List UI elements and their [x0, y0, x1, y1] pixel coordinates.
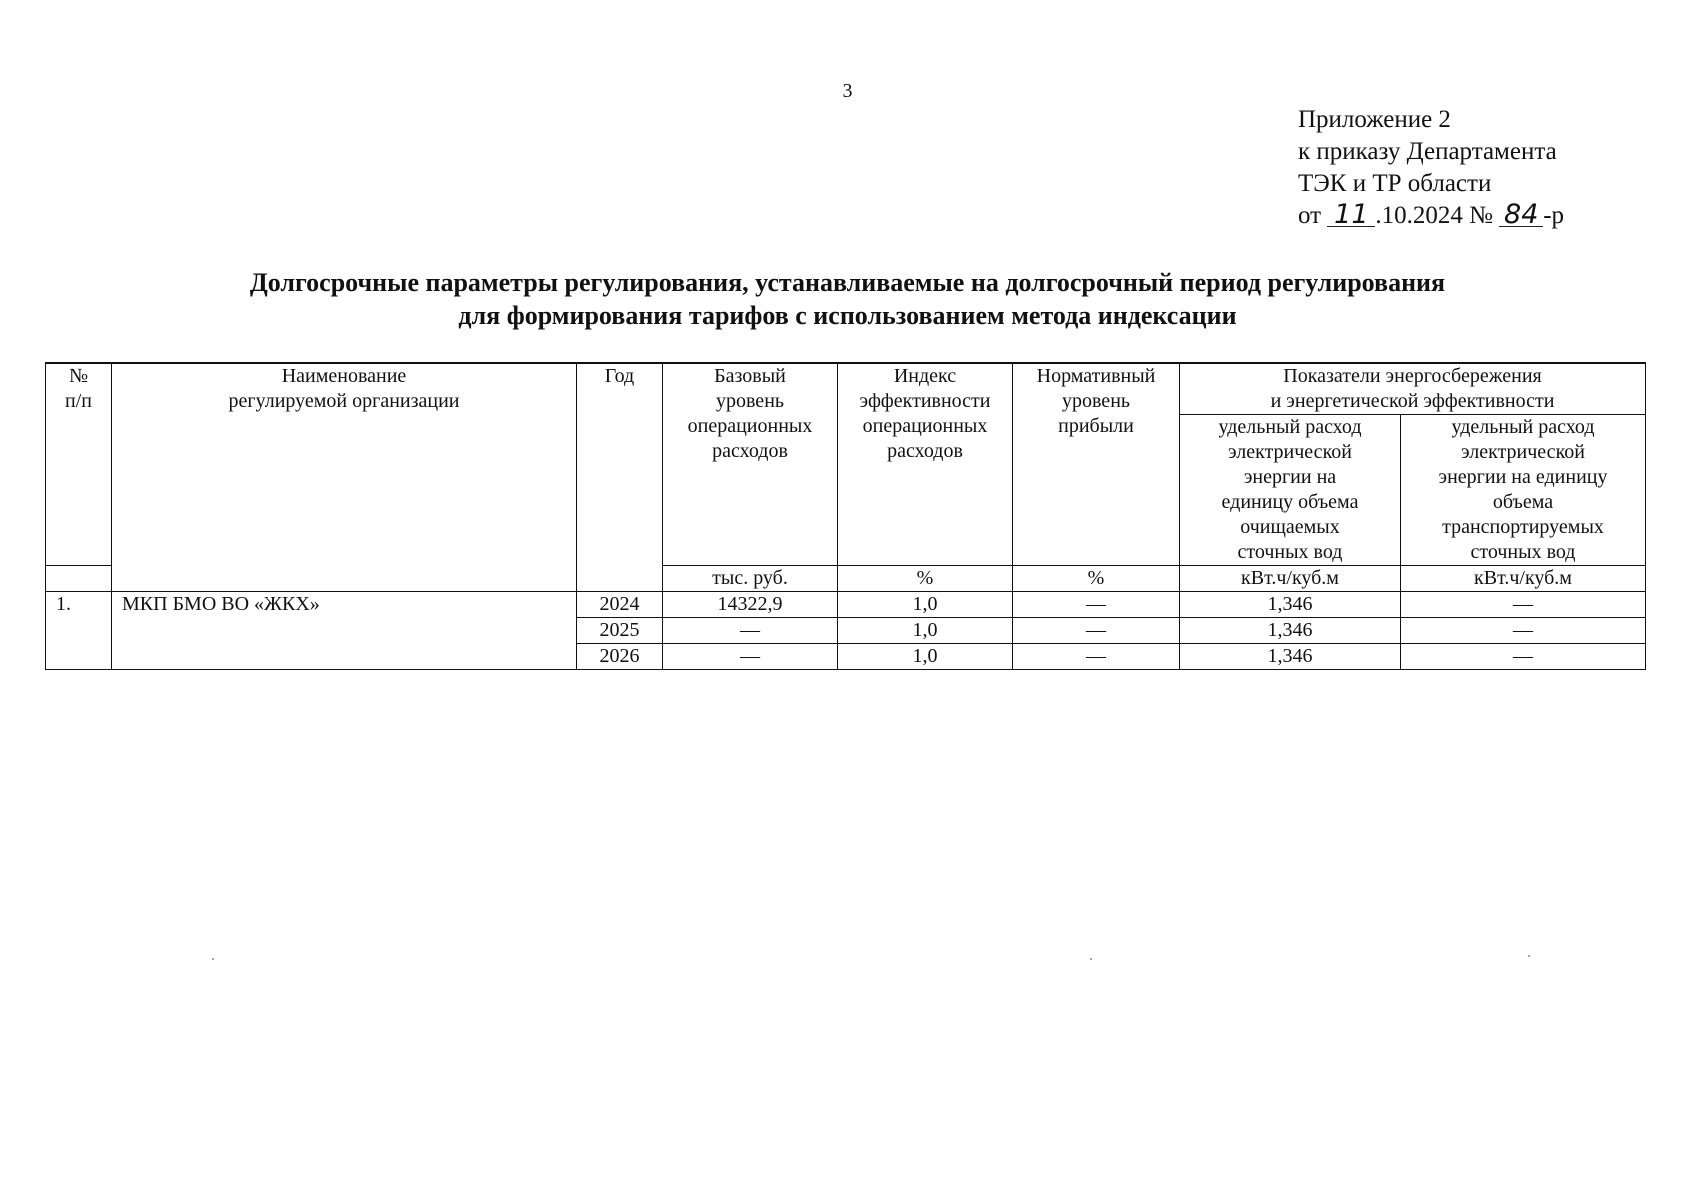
header-profit-level: Нормативный уровень прибыли [1013, 363, 1180, 566]
header-name: Наименование регулируемой организации [112, 363, 577, 592]
units-energy-treated: кВт.ч/куб.м [1180, 566, 1401, 592]
appendix-line-2: к приказу Департамента [1298, 138, 1557, 165]
cell-profit-level: — [1013, 592, 1180, 618]
cell-profit-level: — [1013, 644, 1180, 670]
regulation-parameters-table [45, 362, 1646, 670]
cell-year: 2024 [577, 592, 663, 618]
appendix-block [1298, 104, 1564, 232]
header-energy-transported: удельный расход электрической энергии на единицу объема транспортируемых сточных вод [1401, 415, 1646, 566]
handwritten-day: 11 [1327, 204, 1375, 227]
header-energy-group: Показатели энергосбережения и энергетической эффективности [1180, 363, 1646, 415]
cell-base-level: 14322,9 [663, 592, 838, 618]
page-number: 3 [842, 80, 853, 102]
table-row [46, 592, 1646, 618]
scan-speck [212, 958, 214, 960]
order-suffix: -р [1543, 202, 1565, 229]
cell-base-level: — [663, 644, 838, 670]
date-prefix: от [1298, 202, 1322, 229]
units-energy-transported: кВт.ч/куб.м [1401, 566, 1646, 592]
document-title [0, 266, 1695, 332]
header-energy-treated: удельный расход электрической энергии на единицу объема очищаемых сточных вод [1180, 415, 1401, 566]
header-num: № п/п [46, 363, 112, 566]
cell-year: 2025 [577, 618, 663, 644]
scan-speck [1090, 958, 1092, 960]
header-year: Год [577, 363, 663, 592]
header-base-level: Базовый уровень операционных расходов [663, 363, 838, 566]
units-profit-level: % [1013, 566, 1180, 592]
cell-energy-transported: — [1401, 592, 1646, 618]
cell-efficiency-index: 1,0 [838, 592, 1013, 618]
header-efficiency-index: Индекс эффективности операционных расходов [838, 363, 1013, 566]
cell-profit-level: — [1013, 618, 1180, 644]
cell-energy-transported: — [1401, 644, 1646, 670]
appendix-line-1: Приложение 2 [1298, 106, 1451, 133]
cell-efficiency-index: 1,0 [838, 644, 1013, 670]
cell-energy-transported: — [1401, 618, 1646, 644]
appendix-date-line [1298, 200, 1564, 232]
title-line-2: для формирования тарифов с использованием метода индексации [458, 301, 1237, 330]
cell-year: 2026 [577, 644, 663, 670]
header-row-1 [46, 363, 1646, 415]
scan-speck [1528, 955, 1530, 957]
cell-energy-treated: 1,346 [1180, 592, 1401, 618]
units-efficiency-index: % [838, 566, 1013, 592]
cell-energy-treated: 1,346 [1180, 618, 1401, 644]
units-num [46, 566, 112, 592]
units-base-level: тыс. руб. [663, 566, 838, 592]
cell-efficiency-index: 1,0 [838, 618, 1013, 644]
handwritten-order-number: 84 [1499, 204, 1543, 227]
org-name: МКП БМО ВО «ЖКХ» [112, 592, 577, 670]
org-num: 1. [46, 592, 112, 670]
date-rest: .10.2024 № [1375, 202, 1493, 229]
appendix-line-3: ТЭК и ТР области [1298, 170, 1492, 197]
cell-base-level: — [663, 618, 838, 644]
title-line-1: Долгосрочные параметры регулирования, устанавливаемые на долгосрочный период регулирования [249, 268, 1446, 297]
cell-energy-treated: 1,346 [1180, 644, 1401, 670]
